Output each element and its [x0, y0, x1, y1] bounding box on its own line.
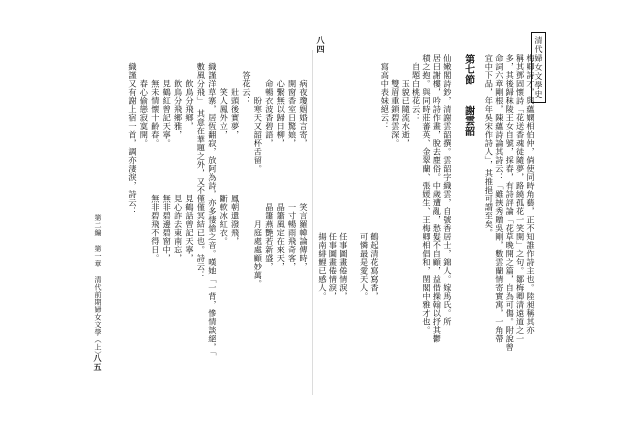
poem-line: 揚南緋鯉已感人。 [318, 54, 328, 301]
poem-line: 心繫無以歸日柳， 晶簫風定在來天， [276, 54, 287, 271]
text-column: 數風分飛」 其意在華題之外，又不僅僅冥結已也。詩云： [196, 54, 207, 280]
poem-line: 飲鳥分飛鄉雅， 見心詐去東南忘， [173, 54, 184, 263]
poem-line: 雙眉重鎖碧雲深。 [390, 54, 401, 148]
text-column: 多，其後歸秣陵王女自號，採春，有詩評論「花草晚開之篇，自為可傷。附說曾 [505, 54, 516, 352]
text-column: 梅卿詩才，與蘊嫻相伯仲，倘使同時角藝，正不知誰作詩主也。陸昶稱其亦 [526, 54, 536, 335]
poem-line: 可憐最是愛天人。 [359, 54, 370, 301]
poem-line: 飲鳥分飛鄉， 見鶴話曾記天寧， [185, 54, 195, 263]
poem-line: 無未情懷十齡春。 無非碧飛不得日。 [150, 54, 161, 263]
poem-line: 春心偷戀寂寞開。 [139, 54, 150, 148]
poem-line: 玉貌已隨流水逝， [401, 54, 412, 148]
chapter-footer: 第二編 第一章 清代前期婦女文學（上） [94, 214, 102, 359]
running-title: 清代婦女文學史 [531, 32, 546, 103]
text-column: 織謹又有謝上宿一首，調亦淒淚，詩云： [128, 54, 138, 216]
text-column: 積之抱。與同時莊蕃英、金翠蘭、張媛生、王梅卿相倡和，閨閣中雅才也。 [422, 54, 432, 335]
poem-line: 盼寒天又韶杯舌留。 月庭處處顧妙萬。 [253, 54, 264, 288]
poem-line: 開窗香室日驚娘， 一寸暢雨飛奇客， [287, 54, 298, 271]
text-column: 居曰謝樓，吟詩作畫，脫去塵俗。中歲遭亂，愁髮不自顧，益借操翰以抒其鬱 [432, 54, 443, 343]
text-column: 自題白桃花云： [411, 54, 422, 122]
poem-line: 壯頭後實夢， 鳳朝還潑飛， [230, 54, 241, 246]
text-column: 仙嫩閣詩鈔，清謝雲韶撰。雲韶字織雲，自號香居士，錦人。嫁馬氏。所 [442, 54, 453, 326]
right-page [316, 36, 543, 390]
text-column: 稱其鄧固懷詩「花送香魂徒隨夢，路繞孤花一笑開」之句。鄒梅卿清遠道之一 [515, 54, 526, 343]
section-heading: 第七節 謝雲韶 [462, 54, 474, 137]
text-column: 織謹洋草寨，居恆翻寂，放阿為詩，亦多悽愴之音。嘆她「一背，慘情談絕，「 [207, 54, 218, 356]
poem-line: 鶴起清花寫寫香， [370, 54, 380, 301]
page-number: 八五 [93, 354, 103, 372]
poem-line: 病夜瓊姻婚言寄， 笑言羅幃論傳時， [299, 54, 309, 271]
poem-line: 命暢衣波香碧語， 晶簫燕艷若新盛， [264, 54, 275, 271]
poem-line: 任事圖畫倦情淚， [328, 54, 339, 301]
text-column: 答花云： [242, 54, 252, 105]
poem-line: 笑人鳳外立， 斷軟冰紅衣。 [219, 54, 230, 246]
left-page [93, 54, 311, 390]
poem-line: 任事圖畫倦情淚， [338, 54, 349, 301]
page-number: 八四 [316, 36, 326, 54]
text-column: 寫高中表妹絕云： [380, 54, 391, 131]
page-gutter [312, 50, 313, 395]
poem-line: 見鶴紅曾記天寧。 無非碧邊碧窗中， [162, 54, 173, 263]
text-column: 命詞六章剛根，陳蘊詩論其詩云：「雖挾秀贈吳剛，數雲蘭情寄實寓，一角帶 [494, 54, 505, 343]
text-column: 宜中下品，年年吳宋作詩人」，其推挹可謂至矣。 [484, 54, 495, 237]
